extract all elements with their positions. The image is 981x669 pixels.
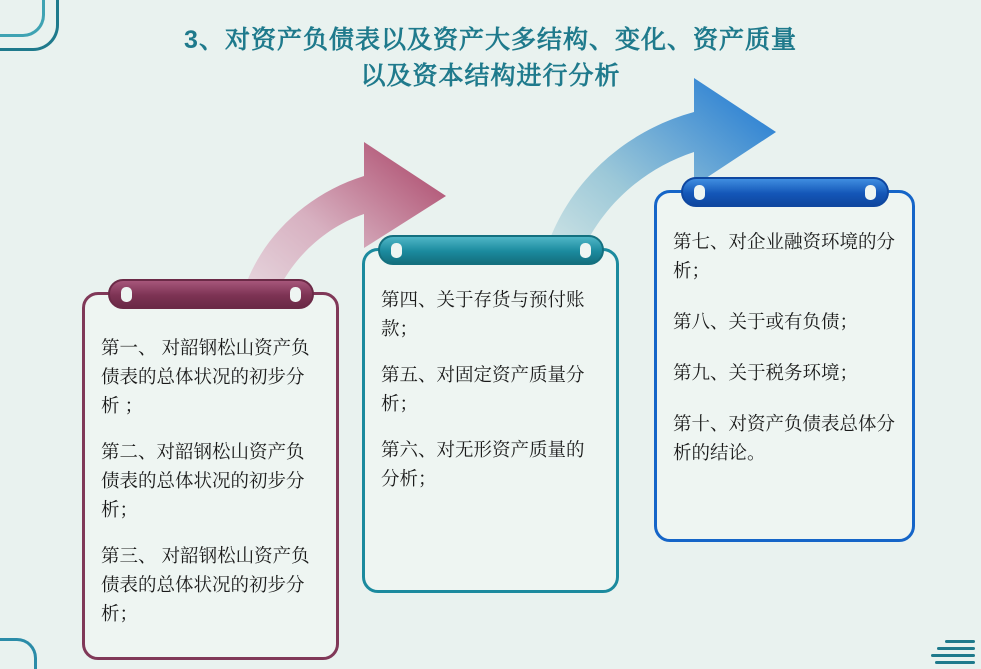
card-body-second bbox=[365, 251, 616, 590]
list-item: 第八、关于或有负债； bbox=[673, 311, 859, 332]
list-item: 第五、对固定资产质量分析； bbox=[381, 364, 585, 414]
list-item: 第六、对无形资产质量的分析； bbox=[381, 439, 585, 489]
content-card-second-group bbox=[362, 248, 619, 593]
content-card-first-group bbox=[82, 292, 339, 660]
page-title-line-2: 以及资本结构进行分析 bbox=[360, 62, 621, 90]
list-item: 第十、对资产负债表总体分析的结论。 bbox=[673, 413, 896, 463]
page-title-line-1: 3、对资产负债表以及资产大多结构、变化、资产质量 bbox=[184, 26, 797, 54]
list-item: 第四、关于存货与预付账款； bbox=[381, 289, 585, 339]
list-item: 第七、对企业融资环境的分析； bbox=[673, 231, 896, 281]
list-item: 第三、 对韶钢松山资产负债表的总体状况的初步分析； bbox=[101, 545, 310, 624]
list-item: 第九、关于税务环境； bbox=[673, 362, 859, 383]
list-item: 第一、 对韶钢松山资产负债表的总体状况的初步分析 ； bbox=[101, 337, 310, 416]
list-item: 第二、对韶钢松山资产负债表的总体状况的初步分析； bbox=[101, 441, 305, 520]
card-body-third bbox=[657, 193, 912, 539]
card-body-first bbox=[85, 295, 336, 657]
content-card-third-group bbox=[654, 190, 915, 542]
